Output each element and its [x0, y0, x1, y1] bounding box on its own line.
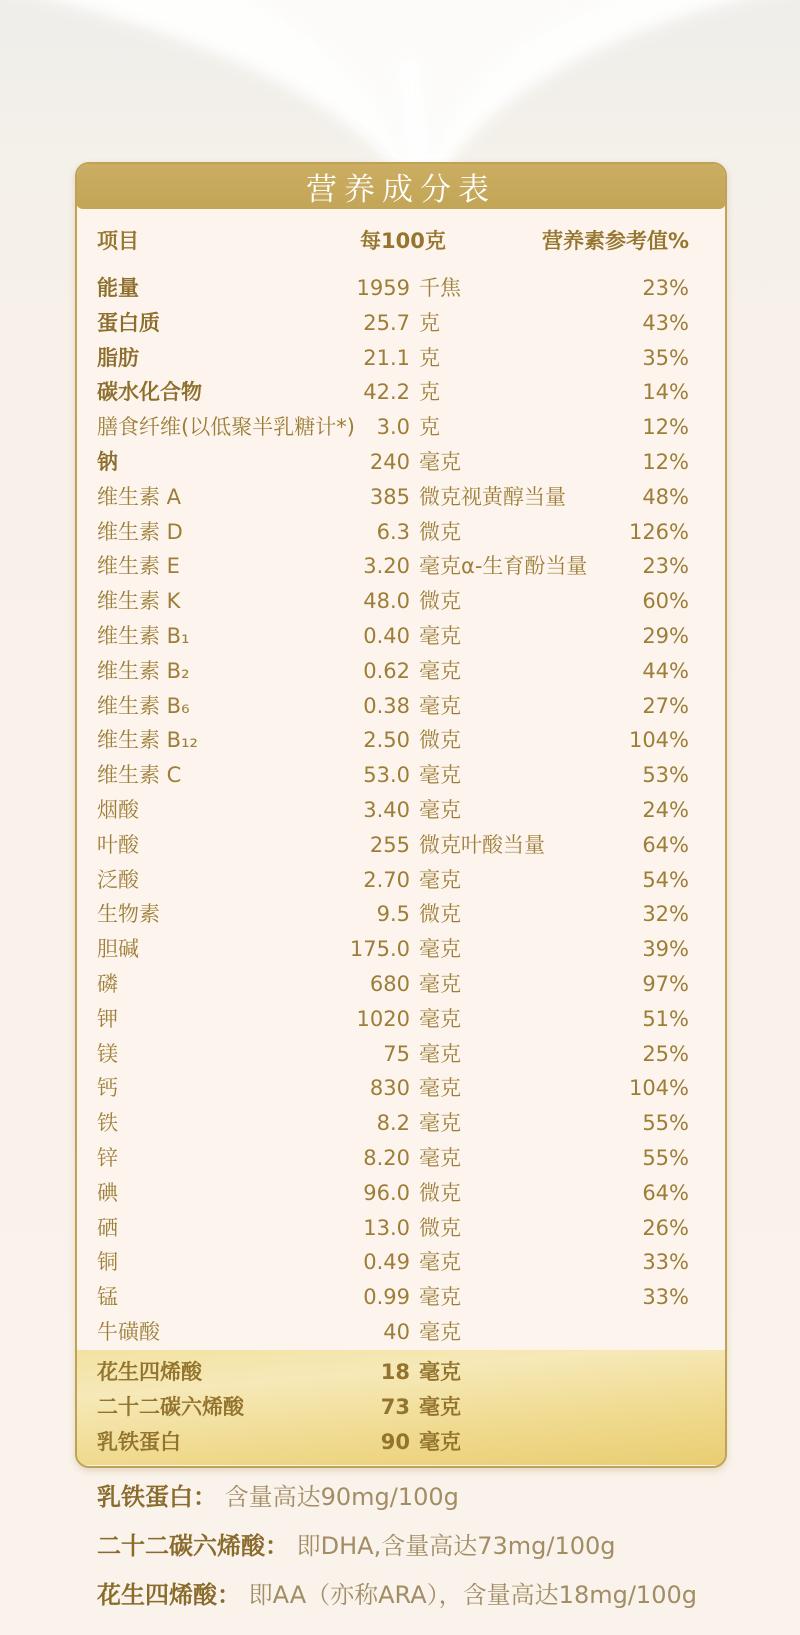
nutrient-nrv: 60%: [642, 589, 689, 614]
table-row: [77, 1355, 725, 1390]
footnotes: [97, 1481, 757, 1628]
nutrient-nrv: 12%: [642, 415, 689, 440]
nutrient-nrv: 48%: [642, 484, 689, 509]
nutrient-nrv: 26%: [642, 1215, 689, 1240]
table-row: [77, 967, 725, 1002]
nutrient-name: 钙: [97, 1076, 118, 1101]
nutrient-name: 维生素 E: [97, 554, 180, 579]
nutrient-nrv: 12%: [642, 449, 689, 474]
nutrient-unit: 毫克α-生育酚当量: [419, 554, 588, 579]
highlight-rows-block: [77, 1350, 725, 1465]
nutrient-amount: 2.50: [363, 728, 410, 753]
nutrient-name: 能量: [97, 276, 139, 300]
nutrient-unit: 微克: [419, 728, 461, 753]
nutrient-name: 蛋白质: [97, 310, 160, 335]
nutrient-name: 硒: [97, 1215, 118, 1240]
column-header-item: 项目: [97, 229, 139, 253]
table-row: [77, 1390, 725, 1425]
nutrient-name: 钾: [97, 1006, 118, 1031]
table-row: [77, 410, 725, 445]
nutrient-amount: 40: [383, 1319, 410, 1344]
nutrient-amount: 0.62: [363, 658, 410, 683]
nutrient-unit: 微克: [419, 1180, 461, 1205]
nutrient-unit: 微克叶酸当量: [419, 832, 545, 857]
nutrient-name: 花生四烯酸: [97, 1360, 202, 1384]
table-row: [77, 793, 725, 828]
nutrient-amount: 385: [369, 484, 410, 509]
table-row: [77, 480, 725, 515]
nutrient-amount: 1959: [356, 276, 410, 300]
nutrient-name: 乳铁蛋白: [97, 1429, 181, 1454]
footnote-text: 即DHA,含量高达73mg/100g: [296, 1532, 616, 1560]
nutrient-nrv: 44%: [642, 658, 689, 683]
nutrient-unit: 毫克: [419, 763, 461, 788]
table-row: [77, 619, 725, 654]
milk-swirl-image: [0, 0, 800, 175]
nutrient-unit: 毫克: [419, 1319, 461, 1344]
nutrient-nrv: 27%: [642, 693, 689, 718]
table-row: [77, 932, 725, 967]
nutrient-amount: 3.20: [363, 554, 410, 579]
nutrient-nrv: 64%: [642, 832, 689, 857]
nutrient-nrv: 33%: [642, 1285, 689, 1310]
nutrient-unit: 微克: [419, 902, 461, 927]
nutrient-unit: 毫克: [419, 693, 461, 718]
nutrient-amount: 830: [369, 1076, 410, 1101]
nutrient-name: 胆碱: [97, 937, 139, 962]
nutrient-unit: 毫克: [419, 1111, 461, 1136]
nutrient-nrv: 39%: [642, 937, 689, 962]
table-row: [77, 549, 725, 584]
nutrient-name: 膳食纤维(以低聚半乳糖计*): [97, 415, 355, 440]
milk-swirl-graphic: [0, 0, 800, 175]
nutrient-name: 维生素 B₂: [97, 658, 190, 683]
table-title-bar: [76, 163, 726, 209]
nutrient-unit: 克: [419, 345, 440, 370]
nutrient-name: 维生素 D: [97, 519, 183, 544]
nutrient-name: 钠: [97, 449, 118, 474]
nutrient-name: 维生素 K: [97, 589, 181, 614]
nutrient-name: 锰: [97, 1285, 118, 1310]
nutrient-unit: 毫克: [419, 971, 461, 996]
table-row: [77, 515, 725, 550]
nutrient-nrv: 126%: [628, 519, 689, 544]
nutrient-amount: 8.20: [363, 1145, 410, 1170]
nutrient-unit: 千焦: [419, 276, 461, 300]
nutrient-name: 磷: [97, 971, 118, 996]
nutrition-table-panel: [75, 162, 727, 1468]
nutrient-amount: 0.49: [363, 1250, 410, 1275]
nutrient-name: 脂肪: [97, 345, 139, 370]
table-header-row: [77, 225, 725, 257]
footnote-text: 含量高达90mg/100g: [224, 1483, 459, 1511]
nutrient-amount: 1020: [356, 1006, 410, 1031]
nutrient-nrv: 54%: [642, 867, 689, 892]
nutrient-nrv: 104%: [628, 728, 689, 753]
nutrient-unit: 克: [419, 415, 440, 440]
table-row: [77, 1176, 725, 1211]
nutrient-unit: 微克: [419, 519, 461, 544]
nutrient-amount: 8.2: [376, 1111, 410, 1136]
nutrient-amount: 42.2: [363, 380, 410, 405]
nutrient-nrv: 55%: [642, 1145, 689, 1170]
nutrient-unit: 毫克: [419, 623, 461, 648]
nutrient-unit: 毫克: [419, 1250, 461, 1275]
nutrient-nrv: 51%: [642, 1006, 689, 1031]
nutrient-unit: 毫克: [419, 1076, 461, 1101]
nutrient-name: 镁: [97, 1041, 118, 1066]
nutrient-amount: 3.0: [376, 415, 410, 440]
nutrient-amount: 680: [369, 971, 410, 996]
nutrient-name: 铁: [97, 1111, 118, 1136]
table-row: [77, 1141, 725, 1176]
table-row: [77, 1071, 725, 1106]
nutrient-nrv: 14%: [642, 380, 689, 405]
nutrient-amount: 2.70: [363, 867, 410, 892]
footnote-label: 乳铁蛋白：: [97, 1483, 217, 1511]
nutrient-amount: 9.5: [376, 902, 410, 927]
nutrient-name: 维生素 B₆: [97, 693, 190, 718]
footnote-label: 花生四烯酸：: [97, 1581, 241, 1609]
nutrient-amount: 48.0: [363, 589, 410, 614]
footnote-line: [97, 1579, 757, 1611]
nutrient-name: 锌: [97, 1145, 118, 1170]
nutrient-unit: 毫克: [419, 867, 461, 892]
nutrient-amount: 90: [380, 1429, 410, 1454]
nutrient-name: 烟酸: [97, 797, 139, 822]
nutrient-name: 铜: [97, 1250, 118, 1275]
table-row: [77, 445, 725, 480]
nutrient-amount: 75: [383, 1041, 410, 1066]
nutrient-nrv: 29%: [642, 623, 689, 648]
nutrient-amount: 0.40: [363, 623, 410, 648]
nutrient-name: 碳水化合物: [97, 380, 202, 405]
nutrient-amount: 6.3: [376, 519, 410, 544]
nutrient-unit: 克: [419, 310, 440, 335]
nutrient-unit: 毫克: [419, 449, 461, 474]
table-row: [77, 1425, 725, 1460]
nutrient-unit: 克: [419, 380, 440, 405]
nutrient-unit: 微克: [419, 589, 461, 614]
table-row: [77, 828, 725, 863]
nutrient-name: 维生素 C: [97, 763, 182, 788]
nutrient-nrv: 104%: [628, 1076, 689, 1101]
nutrient-nrv: 55%: [642, 1111, 689, 1136]
nutrient-name: 生物素: [97, 902, 160, 927]
nutrient-unit: 毫克: [419, 1041, 461, 1066]
nutrient-unit: 毫克: [419, 1285, 461, 1310]
nutrient-amount: 18: [380, 1360, 410, 1384]
nutrient-unit: 毫克: [419, 1429, 461, 1454]
nutrient-name: 维生素 A: [97, 484, 182, 509]
nutrient-amount: 96.0: [363, 1180, 410, 1205]
nutrient-nrv: 23%: [642, 276, 689, 300]
nutrient-amount: 13.0: [363, 1215, 410, 1240]
table-row: [77, 1315, 725, 1350]
nutrient-nrv: 23%: [642, 554, 689, 579]
nutrient-name: 二十二碳六烯酸: [97, 1394, 244, 1419]
nutrient-amount: 25.7: [363, 310, 410, 335]
nutrient-name: 牛磺酸: [97, 1319, 160, 1344]
nutrient-nrv: 35%: [642, 345, 689, 370]
nutrient-unit: 毫克: [419, 797, 461, 822]
table-row: [77, 758, 725, 793]
nutrient-amount: 53.0: [363, 763, 410, 788]
table-row: [77, 306, 725, 341]
nutrient-unit: 毫克: [419, 1145, 461, 1170]
table-row: [77, 271, 725, 306]
table-row: [77, 1245, 725, 1280]
nutrient-amount: 240: [369, 449, 410, 474]
nutrient-nrv: 32%: [642, 902, 689, 927]
table-title: 营养成分表: [306, 171, 496, 208]
table-row: [77, 863, 725, 898]
table-row: [77, 1037, 725, 1072]
nutrient-nrv: 97%: [642, 971, 689, 996]
nutrient-unit: 微克: [419, 1215, 461, 1240]
nutrient-unit: 毫克: [419, 1006, 461, 1031]
table-row: [77, 723, 725, 758]
nutrient-name: 维生素 B₁₂: [97, 728, 198, 753]
nutrient-nrv: 64%: [642, 1180, 689, 1205]
nutrient-nrv: 43%: [642, 310, 689, 335]
table-row: [77, 897, 725, 932]
nutrient-nrv: 33%: [642, 1250, 689, 1275]
nutrient-amount: 21.1: [363, 345, 410, 370]
nutrient-rows: [77, 271, 725, 1350]
nutrient-unit: 毫克: [419, 658, 461, 683]
nutrient-amount: 73: [380, 1394, 410, 1419]
nutrient-nrv: 25%: [642, 1041, 689, 1066]
nutrient-amount: 3.40: [363, 797, 410, 822]
nutrient-name: 叶酸: [97, 832, 139, 857]
footnote-line: [97, 1530, 757, 1562]
nutrient-amount: 255: [369, 832, 410, 857]
table-row: [77, 341, 725, 376]
table-row: [77, 1280, 725, 1315]
table-row: [77, 689, 725, 724]
nutrient-name: 泛酸: [97, 867, 139, 892]
footnote-line: [97, 1481, 757, 1513]
nutrient-amount: 175.0: [349, 937, 410, 962]
footnote-text: 即AA（亦称ARA），含量高达18mg/100g: [248, 1581, 697, 1609]
nutrient-unit: 微克视黄醇当量: [419, 484, 566, 509]
nutrient-amount: 0.38: [363, 693, 410, 718]
table-row: [77, 654, 725, 689]
table-row: [77, 584, 725, 619]
table-row: [77, 1002, 725, 1037]
table-row: [77, 1211, 725, 1246]
nutrient-unit: 毫克: [419, 937, 461, 962]
column-header-nrv: 营养素参考值%: [541, 229, 689, 253]
nutrient-name: 维生素 B₁: [97, 623, 190, 648]
nutrient-unit: 毫克: [419, 1394, 461, 1419]
nutrient-name: 碘: [97, 1180, 118, 1205]
nutrient-amount: 0.99: [363, 1285, 410, 1310]
footnote-label: 二十二碳六烯酸：: [97, 1532, 289, 1560]
table-row: [77, 1106, 725, 1141]
column-header-per100g: 每100克: [360, 229, 446, 253]
nutrient-unit: 毫克: [419, 1360, 461, 1384]
table-row: [77, 375, 725, 410]
nutrient-nrv: 24%: [642, 797, 689, 822]
nutrient-nrv: 53%: [642, 763, 689, 788]
